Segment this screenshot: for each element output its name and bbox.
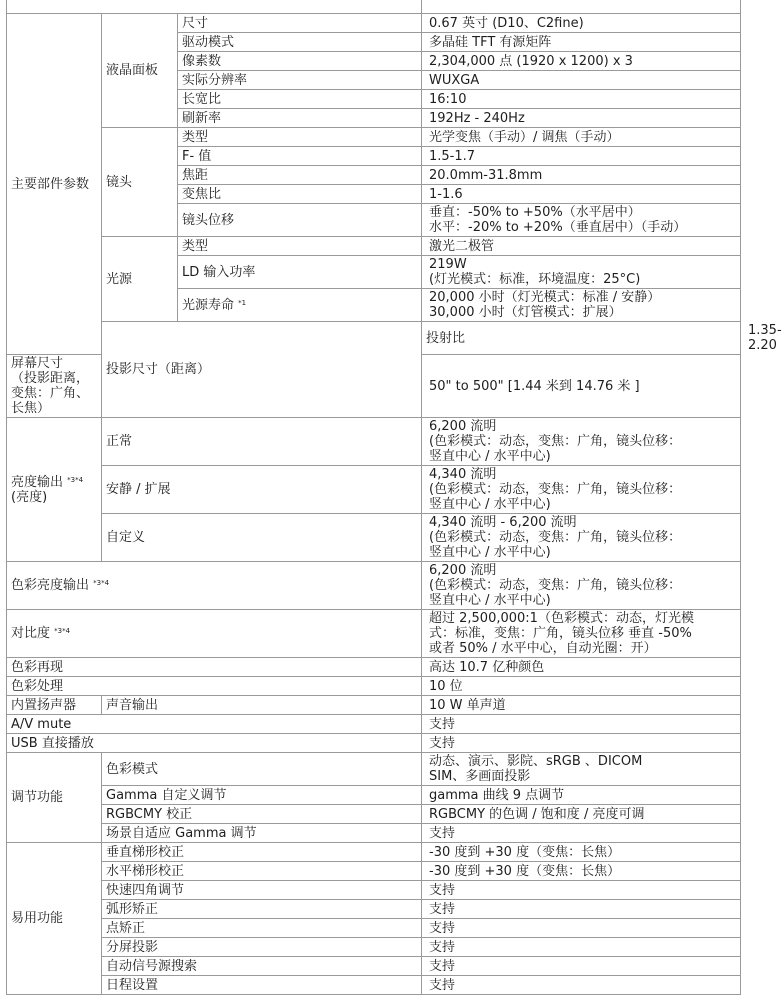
table-row [7, 466, 741, 514]
value-line: 6,200 流明 [429, 419, 497, 434]
value-line: (色彩模式：动态，变焦：广角，镜头位移： [429, 482, 682, 497]
table-row [7, 677, 741, 696]
value-line: 动态、演示、影院、sRGB 、DICOM [429, 754, 643, 769]
spec-label: 垂直梯形校正 [102, 843, 422, 862]
spec-value: 光学变焦（手动）/ 调焦（手动） [422, 128, 741, 147]
spec-value: 多晶硅 TFT 有源矩阵 [422, 33, 741, 52]
table-row [7, 805, 741, 824]
spec-label: 刷新率 [178, 109, 422, 128]
spec-label: 色彩处理 [7, 677, 422, 696]
table-row [7, 976, 741, 995]
table-row [7, 734, 741, 753]
footnote-mark: *3*4 [54, 627, 71, 635]
spec-value [422, 514, 741, 562]
spec-value: 支持 [422, 881, 741, 900]
value-line: 竖直中心 / 水平中心) [429, 545, 551, 560]
spec-value [422, 466, 741, 514]
spec-value: 20.0mm-31.8mm [422, 166, 741, 185]
spec-label: 类型 [178, 237, 422, 256]
table-row [7, 753, 741, 786]
spec-label: 自动信号源搜索 [102, 957, 422, 976]
spec-label: 快速四角调节 [102, 881, 422, 900]
value-line: (色彩模式：动态，变焦：广角，镜头位移： [429, 578, 682, 593]
value-line: (色彩模式：动态，变焦：广角，镜头位移： [429, 530, 682, 545]
table-row [7, 957, 741, 976]
group-brightness [7, 418, 102, 562]
table-row [7, 562, 741, 610]
spec-label: 内置扬声器 [7, 696, 102, 715]
spec-value: 0.67 英寸 (D10、C2fine) [422, 14, 741, 33]
subgroup-lens: 镜头 [102, 128, 178, 237]
group-title: 对比度 [11, 626, 51, 641]
spec-label: 日程设置 [102, 976, 422, 995]
spec-value: 1.5-1.7 [422, 147, 741, 166]
value-line: (灯光模式：标准，环境温度：25°C) [429, 272, 641, 287]
value-line: 或者 50% / 水平中心，自动光圈：开） [429, 641, 657, 656]
spec-value: 支持 [422, 734, 741, 753]
table-row [7, 128, 741, 147]
group-ease-of-use: 易用功能 [7, 843, 102, 995]
spec-label: 驱动模式 [178, 33, 422, 52]
spec-value: 支持 [422, 938, 741, 957]
spec-value: 1-1.6 [422, 185, 741, 204]
group-color-brightness [7, 562, 422, 610]
table-row [7, 0, 741, 14]
spec-label: 水平梯形校正 [102, 862, 422, 881]
spec-value [422, 562, 741, 610]
spec-label-text: 光源寿命 [182, 297, 235, 313]
spec-sublabel: 声音输出 [102, 696, 422, 715]
value-line: 竖直中心 / 水平中心) [429, 449, 551, 464]
spec-label [7, 0, 422, 14]
table-row [7, 824, 741, 843]
value-line: 20,000 小时（灯光模式：标准 / 安静） [429, 290, 661, 305]
spec-label: 类型 [178, 128, 422, 147]
value-line: SIM、多画面投影 [429, 769, 531, 784]
spec-value: 10 W 单声道 [422, 696, 741, 715]
spec-label: F- 值 [178, 147, 422, 166]
table-row [7, 418, 741, 466]
spec-label: 像素数 [178, 52, 422, 71]
value-line: 超过 2,500,000:1（色彩模式：动态，灯光模 [429, 611, 694, 626]
spec-table [6, 0, 782, 995]
group-projection-size: 投影尺寸（距离） [102, 322, 422, 418]
spec-value: 支持 [422, 919, 741, 938]
value-line: 垂直：-50% to +50%（水平居中） [429, 205, 641, 220]
spec-label [7, 355, 102, 418]
group-subtitle: (亮度) [11, 489, 48, 505]
spec-label: 安静 / 扩展 [102, 466, 422, 514]
group-main-parts: 主要部件参数 [7, 14, 102, 355]
spec-label [178, 289, 422, 322]
value-line: 水平：-20% to +20%（垂直居中）（手动） [429, 220, 687, 235]
table-row [7, 919, 741, 938]
spec-value: 16:10 [422, 90, 741, 109]
table-row [7, 862, 741, 881]
value-line: 30,000 小时（灯管模式：扩展） [429, 305, 622, 320]
table-row [7, 514, 741, 562]
spec-value: 支持 [422, 900, 741, 919]
spec-label: A/V mute [7, 715, 422, 734]
spec-label: 变焦比 [178, 185, 422, 204]
spec-value: RGBCMY 的色调 / 饱和度 / 亮度可调 [422, 805, 741, 824]
spec-label: 尺寸 [178, 14, 422, 33]
table-row [7, 881, 741, 900]
spec-value: 10 位 [422, 677, 741, 696]
spec-label: 自定义 [102, 514, 422, 562]
spec-label: 实际分辨率 [178, 71, 422, 90]
footnote-mark: *3*4 [93, 579, 110, 587]
table-row [7, 610, 741, 658]
spec-value [422, 418, 741, 466]
footnote-mark: *3*4 [67, 475, 84, 484]
group-adjust: 调节功能 [7, 753, 102, 843]
spec-value: 50" to 500" [1.44 米到 14.76 米 ] [422, 355, 741, 418]
table-row [7, 14, 741, 33]
group-title: 亮度输出 [11, 474, 64, 490]
spec-value: 支持 [422, 957, 741, 976]
label-line: （投影距离，变焦：广角、长焦） [11, 371, 90, 416]
spec-value [422, 0, 741, 14]
table-row [7, 715, 741, 734]
spec-value: WUXGA [422, 71, 741, 90]
spec-label: 色彩再现 [7, 658, 422, 677]
table-row [7, 237, 741, 256]
spec-value: gamma 曲线 9 点调节 [422, 786, 741, 805]
value-line: 竖直中心 / 水平中心) [429, 593, 551, 608]
spec-value [422, 256, 741, 289]
spec-label: USB 直接播放 [7, 734, 422, 753]
table-row [7, 843, 741, 862]
spec-label: 长宽比 [178, 90, 422, 109]
spec-value [422, 289, 741, 322]
spec-value: 支持 [422, 976, 741, 995]
spec-value: 192Hz - 240Hz [422, 109, 741, 128]
spec-label: 投射比 [422, 322, 741, 355]
spec-value: 激光二极管 [422, 237, 741, 256]
spec-value [422, 204, 741, 237]
spec-label: Gamma 自定义调节 [102, 786, 422, 805]
spec-value: 2,304,000 点 (1920 x 1200) x 3 [422, 52, 741, 71]
spec-label: 点矫正 [102, 919, 422, 938]
spec-value [422, 753, 741, 786]
table-row [7, 658, 741, 677]
spec-value: -30 度到 +30 度（变焦：长焦） [422, 843, 741, 862]
value-line: 4,340 流明 [429, 467, 497, 482]
table-row [7, 786, 741, 805]
spec-value [422, 610, 741, 658]
table-row: 投影尺寸（距离） 投射比 1.35-2.20 [7, 322, 741, 355]
spec-label: LD 输入功率 [178, 256, 422, 289]
spec-label: 分屏投影 [102, 938, 422, 957]
value-line: 式：标准，变焦：广角，镜头位移 垂直 -50% [429, 626, 692, 641]
value-line: 6,200 流明 [429, 563, 497, 578]
table-row [7, 900, 741, 919]
spec-label: 色彩模式 [102, 753, 422, 786]
label-line: 屏幕尺寸 [11, 356, 64, 371]
group-title: 色彩亮度输出 [11, 578, 90, 593]
spec-value: 支持 [422, 715, 741, 734]
spec-label: 弧形矫正 [102, 900, 422, 919]
table-row [7, 696, 741, 715]
table-row [7, 938, 741, 957]
spec-value: 高达 10.7 亿种颜色 [422, 658, 741, 677]
subgroup-light-source: 光源 [102, 237, 178, 322]
spec-label: 焦距 [178, 166, 422, 185]
spec-value: 支持 [422, 824, 741, 843]
spec-value: -30 度到 +30 度（变焦：长焦） [422, 862, 741, 881]
value-line: 219W [429, 257, 467, 272]
spec-label: 场景自适应 Gamma 调节 [102, 824, 422, 843]
subgroup-lcd-panel: 液晶面板 [102, 14, 178, 128]
value-line: (色彩模式：动态，变焦：广角，镜头位移： [429, 434, 682, 449]
group-contrast [7, 610, 422, 658]
spec-label: RGBCMY 校正 [102, 805, 422, 824]
spec-label: 正常 [102, 418, 422, 466]
value-line: 4,340 流明 - 6,200 流明 [429, 515, 577, 530]
value-line: 竖直中心 / 水平中心) [429, 497, 551, 512]
spec-label: 镜头位移 [178, 204, 422, 237]
footnote-mark: *1 [238, 298, 247, 307]
